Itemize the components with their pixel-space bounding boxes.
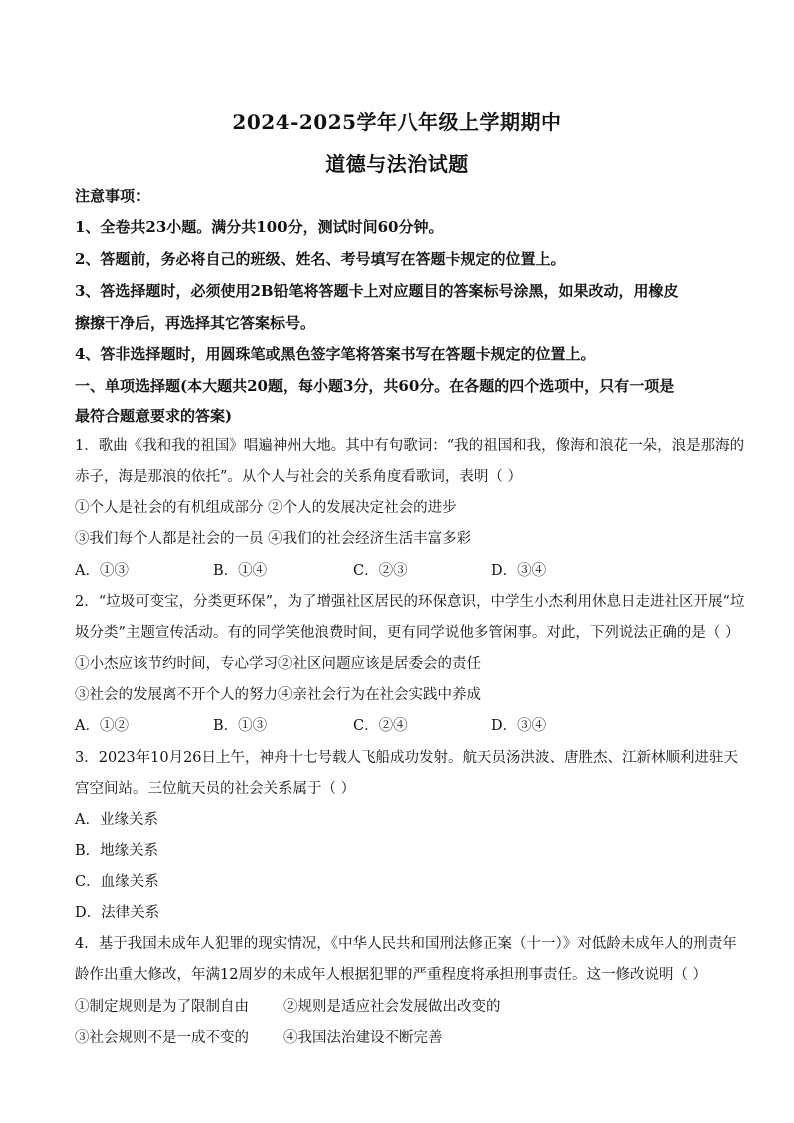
notice-heading: 注意事项： bbox=[75, 187, 151, 205]
notice-item: 2、答题前，务必将自己的班级、姓名、考号填写在答题卡规定的位置上。 bbox=[75, 250, 566, 268]
option-d[interactable]: D．③④ bbox=[491, 718, 547, 734]
option-c[interactable]: C．②③ bbox=[353, 563, 408, 579]
option-a[interactable]: A．业缘关系 bbox=[75, 812, 158, 828]
question-2-options bbox=[75, 716, 725, 736]
option-c[interactable]: C．②④ bbox=[353, 718, 408, 734]
option-b[interactable]: B．①③ bbox=[213, 718, 268, 734]
option-b[interactable]: B．①④ bbox=[213, 563, 268, 579]
option-b[interactable]: B．地缘关系 bbox=[75, 843, 159, 859]
statement-1: ①制定规则是为了限制自由 bbox=[75, 999, 249, 1015]
question-1-stem-cont: 赤子，海是那浪的依托”。从个人与社会的关系角度看歌词，表明（ ） bbox=[75, 469, 523, 485]
option-c[interactable]: C．血缘关系 bbox=[75, 874, 159, 890]
question-4-statements bbox=[75, 997, 725, 1017]
question-4-stem-cont: 龄作出重大修改，年满12周岁的未成年人根据犯罪的严重程度将承担刑事责任。这一修改说明（ ） bbox=[75, 967, 708, 983]
notice-item: 4、答非选择题时，用圆珠笔或黑色签字笔将答案书写在答题卡规定的位置上。 bbox=[75, 345, 596, 363]
question-1-statements: ③我们每个人都是社会的一员 ④我们的社会经济生活丰富多彩 bbox=[75, 531, 472, 547]
exam-subject: 道德与法治试题 bbox=[325, 152, 469, 176]
question-1-statements: ①个人是社会的有机组成部分 ②个人的发展决定社会的进步 bbox=[75, 500, 457, 516]
option-d[interactable]: D．③④ bbox=[491, 563, 547, 579]
option-a[interactable]: A．①② bbox=[75, 718, 129, 734]
question-2-statements: ③社会的发展离不开个人的努力④亲社会行为在社会实践中养成 bbox=[75, 687, 481, 703]
exam-title: 2024-2025学年八年级上学期期中 bbox=[232, 110, 562, 134]
notice-item: 3、答选择题时，必须使用2B铅笔将答题卡上对应题目的答案标号涂黑，如果改动，用橡皮 bbox=[75, 282, 679, 300]
section-heading-cont: 最符合题意要求的答案) bbox=[75, 407, 233, 425]
question-3-stem-cont: 宫空间站。三位航天员的社会关系属于（ ） bbox=[75, 781, 356, 797]
option-a[interactable]: A．①③ bbox=[75, 563, 129, 579]
section-heading: 一、单项选择题(本大题共20题，每小题3分，共60分。在各题的四个选项中，只有一项是 bbox=[75, 377, 675, 395]
question-1-options bbox=[75, 561, 725, 581]
question-4-statements bbox=[75, 1028, 725, 1048]
notice-item: 1、全卷共23小题。满分共100分，测试时间60分钟。 bbox=[75, 218, 444, 236]
statement-3: ③社会规则不是一成不变的 bbox=[75, 1030, 249, 1046]
question-2-stem-cont: 圾分类”主题宣传活动。有的同学笑他浪费时间，更有同学说他多管闲事。对此，下列说法正确的是（ ） bbox=[75, 625, 740, 641]
question-2-stem: 2．“垃圾可变宝，分类更环保”，为了增强社区居民的环保意识，中学生小杰利用休息日走进社区开展“垃 bbox=[75, 594, 745, 610]
statement-2: ②规则是适应社会发展做出改变的 bbox=[283, 999, 501, 1015]
question-1-stem: 1．歌曲《我和我的祖国》唱遍神州大地。其中有句歌词：“我的祖国和我，像海和浪花一朵，浪是那海的 bbox=[75, 438, 745, 454]
question-4-stem: 4．基于我国未成年人犯罪的现实情况，《中华人民共和国刑法修正案（十一）》对低龄未成年人的刑责年 bbox=[75, 936, 737, 952]
question-2-statements: ①小杰应该节约时间，专心学习②社区问题应该是居委会的责任 bbox=[75, 656, 481, 672]
option-d[interactable]: D．法律关系 bbox=[75, 905, 160, 921]
statement-4: ④我国法治建设不断完善 bbox=[283, 1030, 443, 1046]
question-3-stem: 3．2023年10月26日上午，神舟十七号载人飞船成功发射。航天员汤洪波、唐胜杰、江新林顺利进驻天 bbox=[75, 750, 739, 766]
notice-item: 擦擦干净后，再选择其它答案标号。 bbox=[75, 314, 316, 332]
